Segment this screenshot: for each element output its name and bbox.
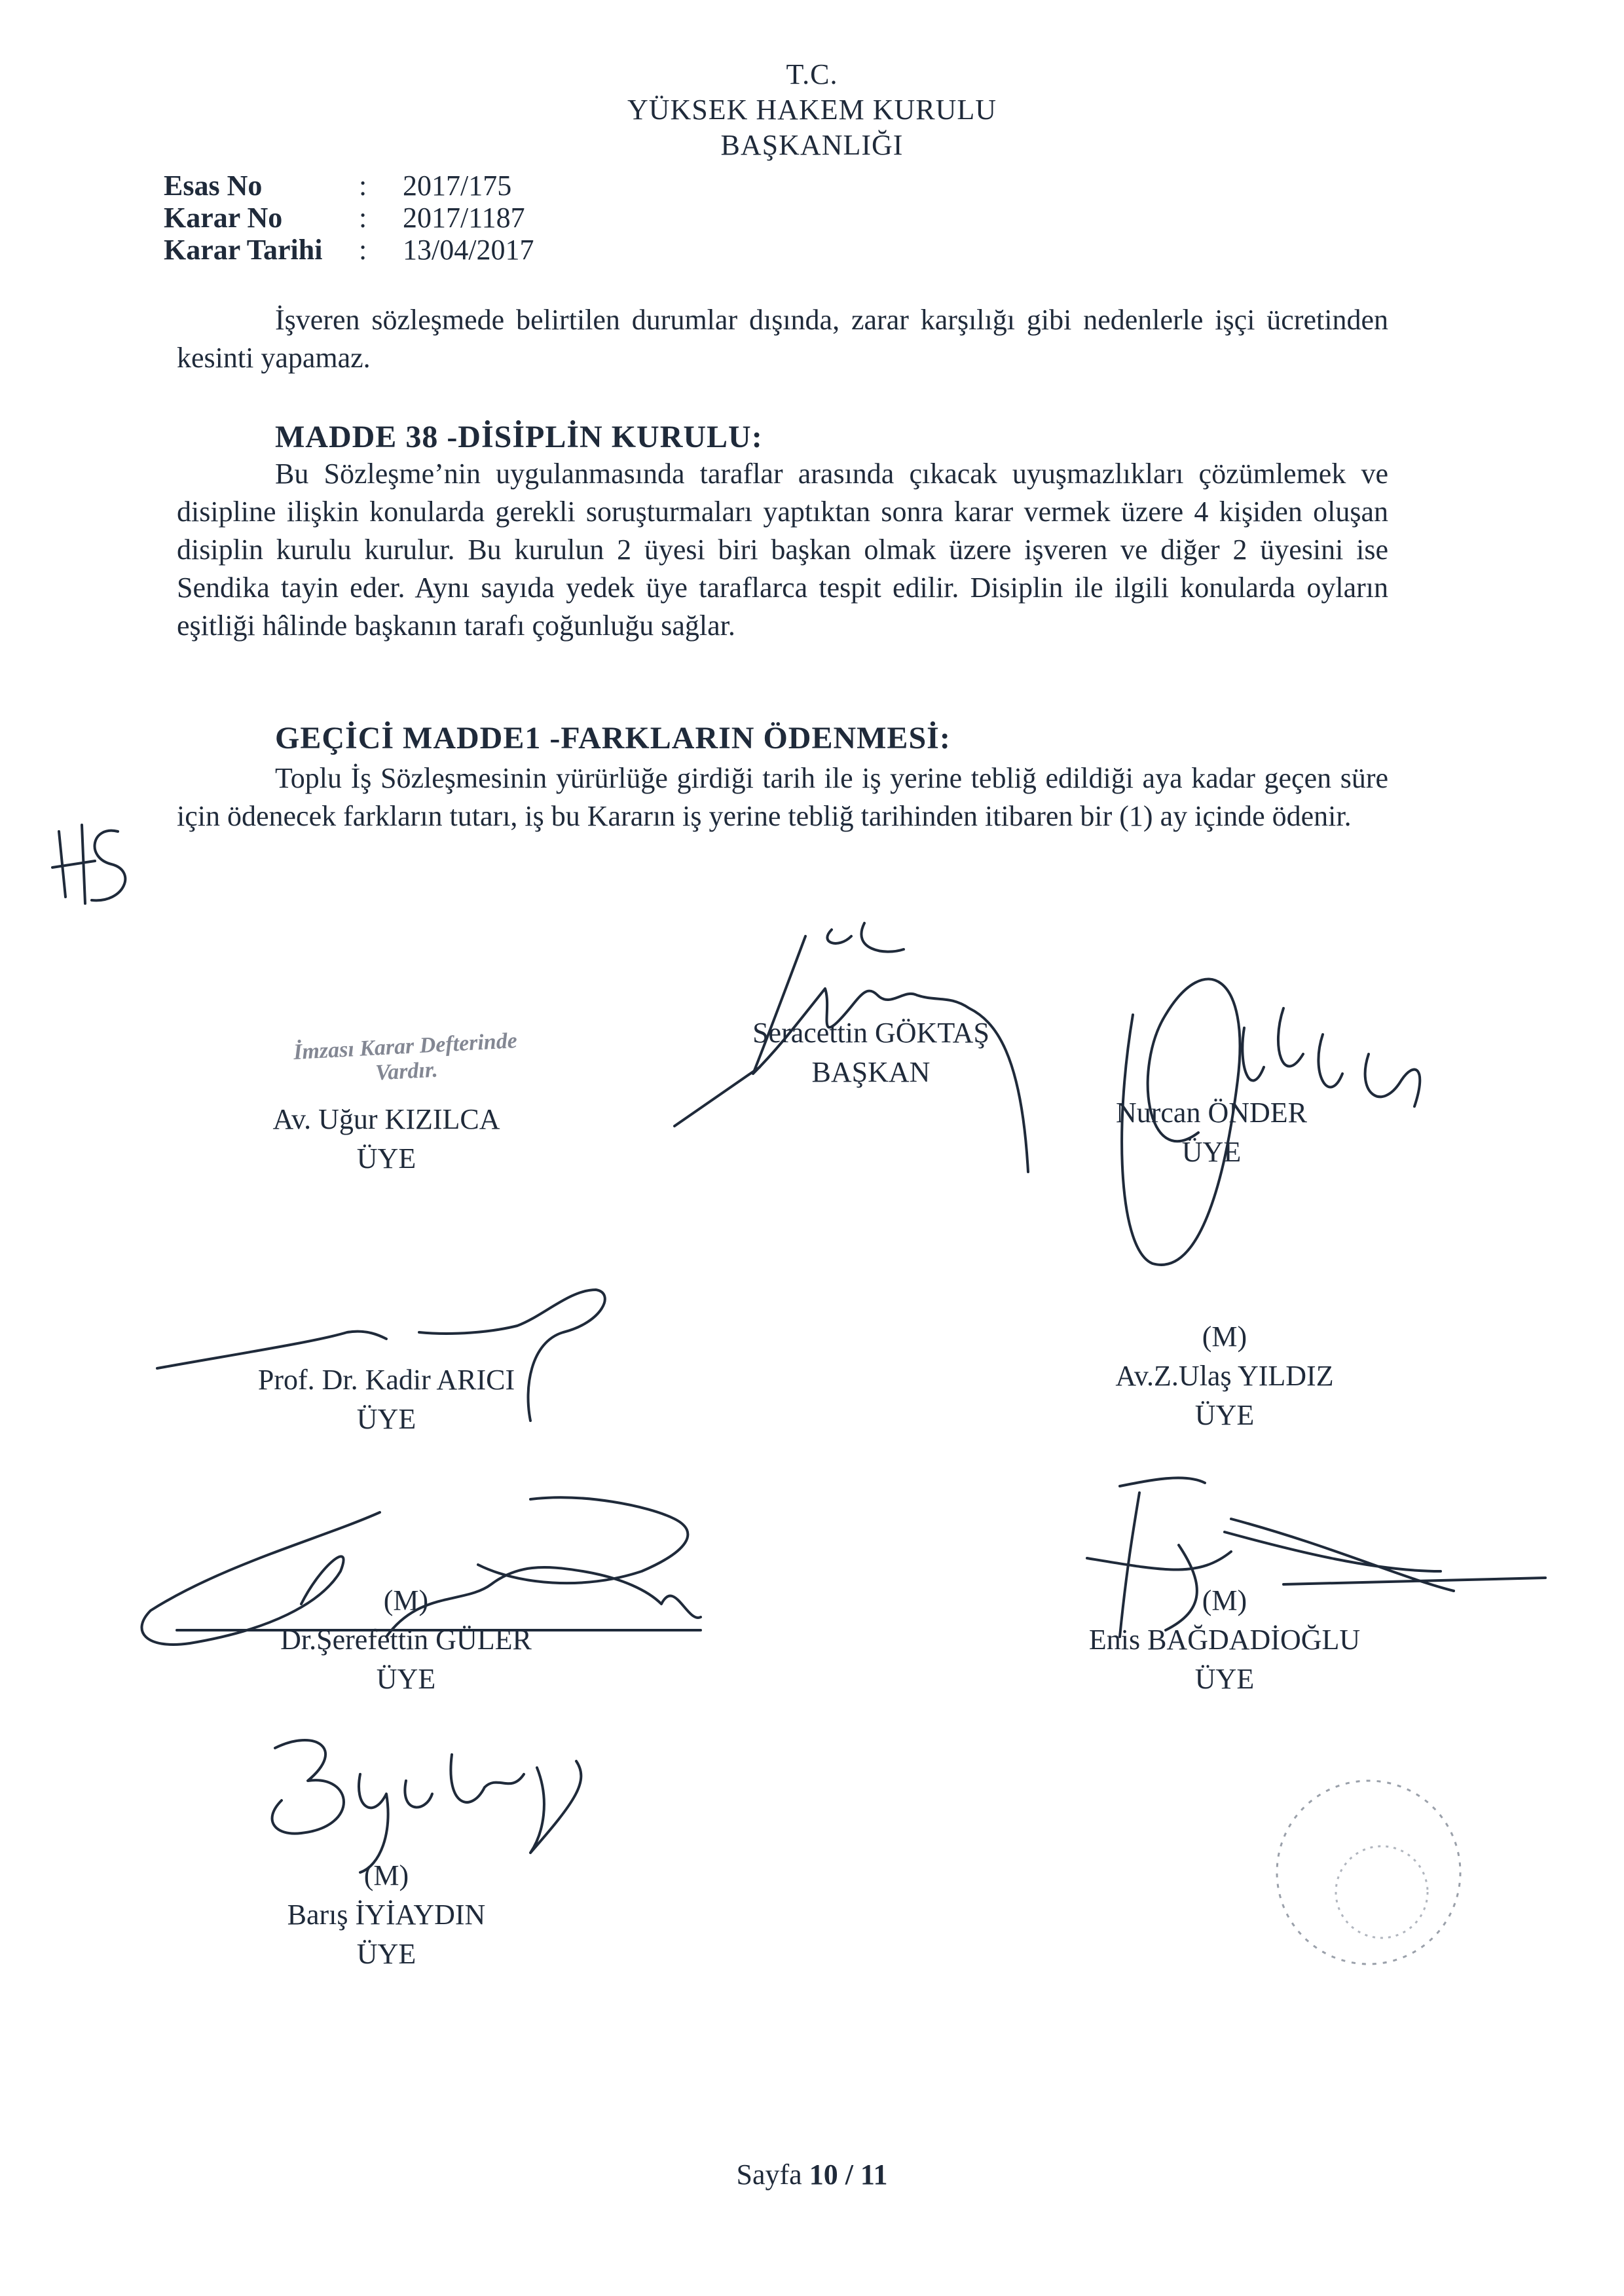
page-footer [0,2158,1624,2191]
footer-page-number: 10 [809,2159,838,2191]
footer-separator: / [845,2159,853,2191]
article-38-heading: MADDE 38 -DİSİPLİN KURULU: [275,420,763,454]
signatory-role: ÜYE [356,1142,416,1175]
header-institution: YÜKSEK HAKEM KURULU [627,94,997,126]
signatory-mark: (M) [363,1859,409,1891]
meta-colon: : [359,170,367,202]
signatory-name: Nurcan ÖNDER [1115,1097,1308,1129]
signatory-role: ÜYE [356,1938,416,1970]
meta-label: Karar No [164,202,283,234]
signatory-mark: (M) [1202,1321,1247,1353]
signatory-arici [177,1360,596,1439]
signatory-role: ÜYE [376,1663,436,1695]
meta-colon: : [359,234,367,266]
footer-prefix: Sayfa [736,2159,802,2191]
intro-paragraph [177,301,1388,377]
signatory-name: Prof. Dr. Kadir ARICI [257,1364,515,1396]
signatory-role: ÜYE [1181,1136,1242,1168]
meta-value: 13/04/2017 [403,234,534,266]
article-38-body [177,455,1388,645]
meta-row-tarih [0,232,655,268]
paragraph-text: Toplu İş Sözleşmesinin yürürlüğe girdiği tarih ile iş yerine tebliğ edildiği aya kadar geçen süre için ödenecek farkların tutarı, iş bu Kararın iş yerine tebliğ tarihinden itibaren bir (1) ay içinde ödenir. [177,762,1388,832]
meta-label: Karar Tarihi [164,234,323,266]
signature-register-stamp [234,1025,577,1093]
signatory-name: Av.Z.Ulaş YILDIZ [1115,1360,1334,1392]
signatory-mark: (M) [1202,1584,1247,1616]
signatory-guler [196,1581,616,1699]
meta-value: 2017/1187 [403,202,525,234]
header-tc: T.C. [786,58,838,90]
signatory-role: ÜYE [1194,1399,1255,1431]
margin-initials-signature [46,818,138,917]
signatory-bagdadioglu [1048,1581,1401,1699]
stamp-line: Vardır. [375,1057,439,1085]
signatory-role: ÜYE [356,1403,416,1435]
provisional-article-heading: GEÇİCİ MADDE1 -FARKLARIN ÖDENMESİ: [275,721,951,756]
signatory-onder [1048,1093,1375,1172]
signatory-role: BAŞKAN [811,1056,931,1088]
signatory-name: Enis BAĞDADİOĞLU [1088,1624,1361,1656]
official-seal-stamp [1231,1761,1506,1977]
signatory-name: Av. Uğur KIZILCA [272,1103,500,1135]
meta-label: Esas No [164,170,263,202]
signatory-iyiaydin [177,1856,596,1974]
signatory-kizilca [183,1100,589,1178]
meta-row-esas [0,168,655,204]
paragraph-text: Bu Sözleşme’nin uygulanmasında taraflar arasında çıkacak uyuşmazlıkları çözümlemek ve disipline ilişkin konularda gerekli soruşturmaları yaptıktan sonra karar vermek üzere 4 kişiden oluşan disiplin kurulu kurulur. Bu kurulun 2 üyesi biri başkan olmak üzere işveren ve diğer 2 üyesini ise Sendika tayin eder. Aynı sayıda yedek üye taraflarca tespit edilir. Disiplin ile ilgili konularda oyların eşitliği hâlinde başkanın tarafı çoğunluğu sağlar. [177,458,1388,642]
meta-row-karar [0,200,655,236]
signatory-goktas [720,1013,1022,1092]
meta-colon: : [359,202,367,234]
signatory-name: Barış İYİAYDIN [287,1899,486,1931]
header-department: BAŞKANLIĞI [720,129,904,161]
signatory-mark: (M) [383,1584,429,1616]
provisional-article-body [177,759,1388,835]
iyiaydin-signature [236,1722,602,1879]
signatory-yildiz [1048,1317,1401,1435]
footer-page-total: 11 [860,2159,888,2191]
signatory-role: ÜYE [1194,1663,1255,1695]
signatory-name: Seracettin GÖKTAŞ [752,1017,989,1049]
signatory-name: Dr.Şerefettin GÜLER [280,1624,532,1656]
meta-value: 2017/175 [403,170,512,202]
paragraph-text: İşveren sözleşmede belirtilen durumlar dışında, zarar karşılığı gibi nedenlerle işçi ücretinden kesinti yapamaz. [177,304,1388,374]
stamp-line: İmzası Karar Defterinde [293,1029,518,1065]
